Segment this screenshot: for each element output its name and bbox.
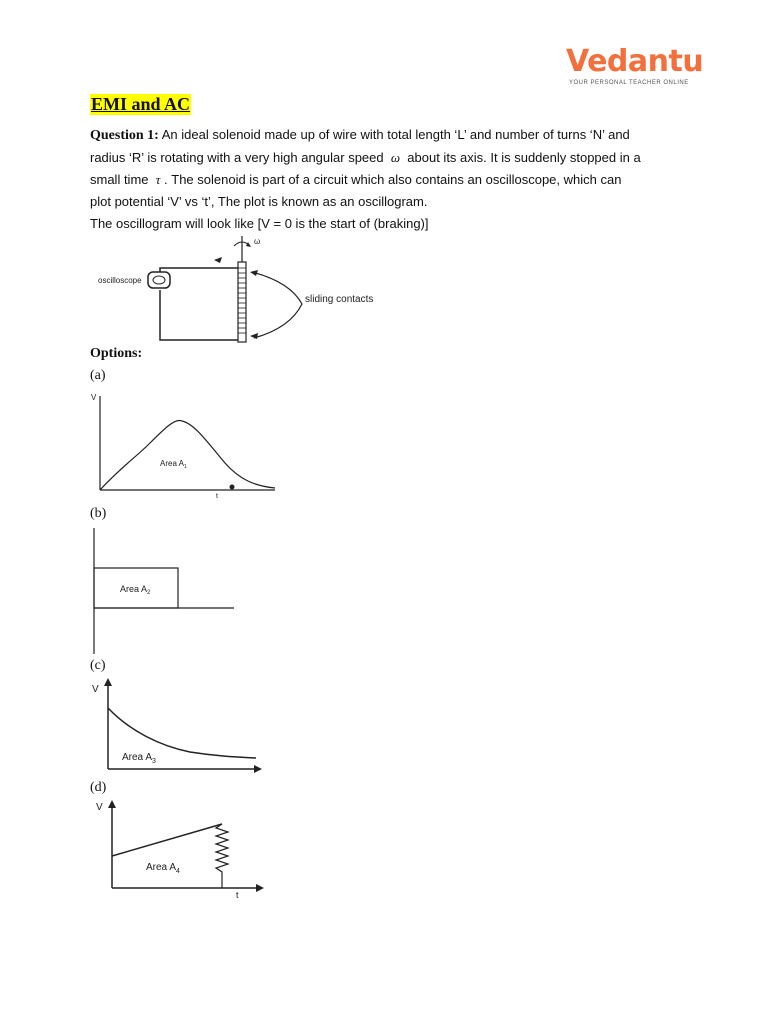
question-line-5: The oscillogram will look like [V = 0 is the start of (braking)] (90, 216, 429, 231)
area-label: Area $A_2$ (120, 584, 151, 596)
question-label: Question 1: (90, 128, 159, 143)
option-a-graph (90, 388, 282, 500)
x-axis-label: t (216, 493, 218, 500)
option-d-graph (90, 798, 268, 900)
oscilloscope-label: oscilloscope (98, 276, 142, 285)
option-d-label: (d) (90, 780, 107, 795)
decay-curve (108, 708, 256, 758)
point-marker (230, 485, 235, 490)
area-label: Area $A_4$ (146, 862, 180, 875)
question-text (90, 124, 690, 235)
x-axis-arrow-icon (254, 765, 262, 773)
page-title: EMI and AC (91, 94, 191, 114)
omega-label: ω (254, 237, 261, 246)
question-line-2a: radius ‘R’ is rotating with a very high angular speed (90, 150, 384, 165)
x-axis-arrow-icon (256, 884, 264, 892)
question-line-3a: small time (90, 172, 149, 187)
y-axis-label: V (91, 393, 97, 402)
y-axis-arrow-icon (104, 678, 112, 686)
vedantu-logo (566, 44, 704, 88)
solenoid-circuit-figure (90, 232, 390, 344)
option-b-graph (90, 526, 236, 656)
zigzag-drop (216, 824, 228, 888)
question-line-3b: . The solenoid is part of a circuit which also contains an oscilloscope, which can (164, 172, 622, 187)
option-c-graph (90, 676, 268, 776)
question-line-2b: about its axis. It is suddenly stopped in a (407, 150, 641, 165)
y-axis-label: V (92, 684, 99, 695)
tau-symbol: τ (155, 172, 161, 187)
area-label: Area $A_1$ (160, 459, 187, 470)
question-line-1: An ideal solenoid made up of wire with total length ‘L’ and number of turns ‘N’ and (161, 127, 630, 142)
logo-wordmark: Vedantu (566, 44, 704, 79)
sliding-contacts-label: sliding contacts (305, 294, 374, 305)
y-axis-label: V (96, 802, 103, 813)
option-c-label: (c) (90, 658, 106, 673)
solenoid (238, 262, 246, 342)
option-b-label: (b) (90, 506, 107, 521)
option-a-label: (a) (90, 368, 106, 383)
question-line-4: plot potential ‘V’ vs ‘t’, The plot is known as an oscillogram. (90, 194, 428, 209)
rising-line (112, 824, 222, 856)
oscilloscope-box (148, 272, 170, 288)
x-axis-label: t (236, 890, 239, 900)
y-axis-arrow-icon (108, 800, 116, 808)
logo-tagline: YOUR PERSONAL TEACHER ONLINE (569, 80, 689, 86)
options-heading: Options: (90, 346, 143, 361)
bell-curve (100, 420, 275, 490)
area-label: Area $A_3$ (122, 752, 156, 765)
omega-symbol: ω (390, 150, 401, 165)
